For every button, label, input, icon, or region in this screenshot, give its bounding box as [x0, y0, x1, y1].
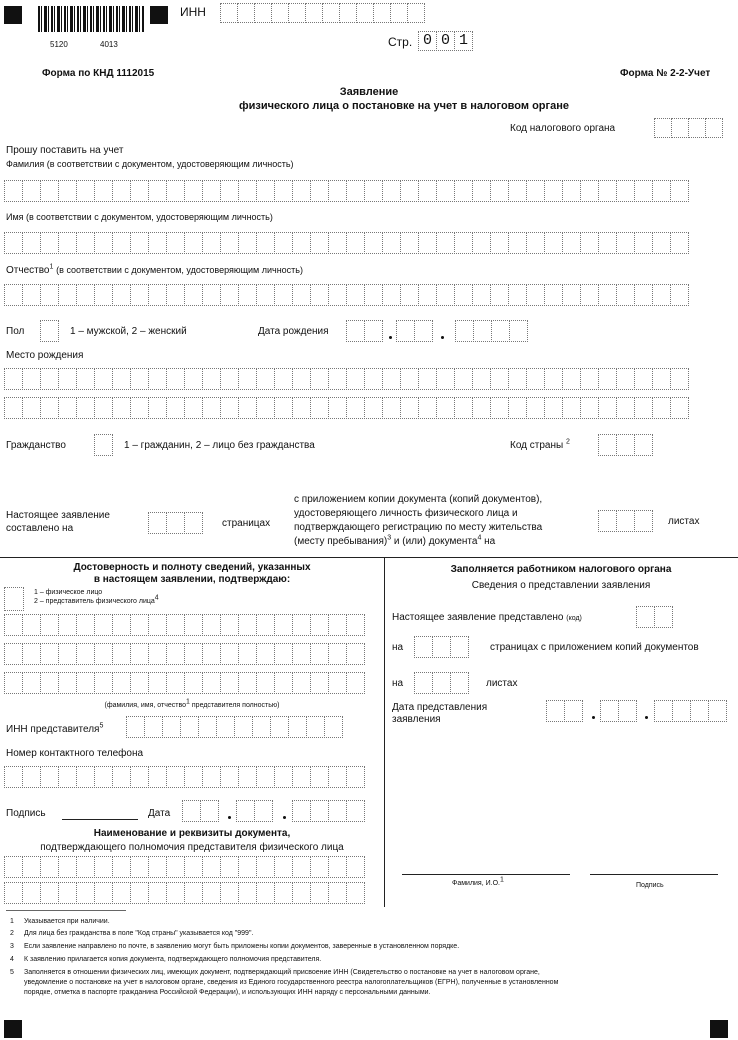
doc-title-1: Наименование и реквизиты документа,	[93, 828, 291, 839]
form-knd: Форма по КНД 1112015	[42, 68, 155, 79]
section-divider-vertical	[384, 557, 385, 907]
signer-option-1: 1 – физическое лицо	[34, 589, 103, 596]
title-line-1: Заявление	[339, 86, 399, 98]
birth-date-label: Дата рождения	[258, 326, 329, 337]
inn-rep-cells[interactable]	[126, 716, 342, 738]
date-separator-dot	[228, 816, 231, 819]
barcode-number-right: 4013	[100, 40, 118, 49]
date-separator-dot	[283, 816, 286, 819]
footnote-5-cont-2: порядке, отметка в паспорте гражданина Российской Федерации), и использующих ИНН наряду с персональными данными.	[24, 989, 431, 996]
submission-day-cells[interactable]	[546, 700, 582, 722]
footnote-5: 5 Заполняется в отношении физических лиц, имеющих документ, подтверждающий присвоение ИНН (Свидетельство о постановке на учет в налоговом органе,	[10, 969, 540, 976]
signature-line	[62, 819, 138, 820]
tax-code-label: Код налогового органа	[510, 123, 616, 134]
statement-pages-word: страницах	[222, 518, 271, 529]
corner-marker-top	[150, 6, 168, 24]
sex-label: Пол	[6, 326, 25, 337]
pages-attach-label: страницах с приложением копий документов	[490, 642, 699, 653]
page-number-cells: 0 0 1	[418, 31, 472, 51]
rep-fio-caption: (фамилия, имя, отчество$^1$ представителя полностью)	[104, 698, 280, 709]
birth-day-cells[interactable]	[346, 320, 382, 342]
date-separator-dot	[389, 336, 392, 339]
statement-pages-cells[interactable]	[148, 512, 202, 534]
footnote-1: 1 Указывается при наличии.	[10, 918, 110, 925]
citizenship-cell[interactable]	[94, 434, 112, 456]
date-separator-dot	[592, 716, 595, 719]
sex-cell[interactable]	[40, 320, 58, 342]
sign-month-cells[interactable]	[236, 800, 272, 822]
right-section-subtitle: Сведения о представлении заявления	[471, 580, 651, 591]
left-section-title-2: в настоящем заявлении, подтверждаю:	[93, 574, 291, 585]
footnote-5-cont-1: уведомление о постановке на учет в налоговом органе, сведения из Единого государственного реестра налогоплательщиков (ЕГРН), полученные в установленном	[24, 979, 559, 986]
footnote-3: 3 Если заявление направлено по почте, в заявлению могут быть приложены копии документов, заверенные в установленном порядке.	[10, 943, 460, 950]
right-section-title: Заполняется работником налогового органа	[450, 564, 672, 575]
employee-sign-line	[590, 874, 718, 875]
submitted-code-cells[interactable]	[636, 606, 672, 628]
citizenship-options: 1 – гражданин, 2 – лицо без гражданства	[124, 440, 315, 451]
corner-marker-bottom-left	[4, 1020, 22, 1038]
barcode	[38, 6, 144, 32]
surname-label: Фамилия (в соответствии с документом, удостоверяющим личность)	[6, 159, 294, 169]
sign-date-label: Дата	[148, 808, 171, 819]
statement-left-1: Настоящее заявление	[6, 510, 110, 521]
submission-date-label-2: заявления	[392, 714, 441, 725]
title-line-2: физического лица о постановке на учет в налоговом органе	[239, 100, 569, 112]
statement-sheets-word: листах	[668, 516, 700, 527]
surname-cells[interactable]	[4, 180, 688, 202]
statement-attach-1: с приложением копии документа (копий документов),	[294, 494, 543, 505]
birth-place-cells-1[interactable]	[4, 368, 688, 390]
submission-date-label-1: Дата представления	[392, 702, 488, 713]
phone-label: Номер контактного телефона	[6, 748, 144, 759]
sex-options: 1 – мужской, 2 – женский	[70, 326, 187, 337]
statement-attach-4: (месту пребывания)$^3$ и (или) документа$^4$ на	[294, 534, 496, 547]
barcode-number-left: 5120	[50, 40, 68, 49]
footnote-4: 4 К заявлению прилагается копия документа, подтверждающего полномочия представителя.	[10, 956, 322, 963]
inn-cells[interactable]	[220, 3, 424, 23]
doc-cells-2[interactable]	[4, 882, 364, 904]
corner-marker-top-left	[4, 6, 22, 24]
date-separator-dot	[645, 716, 648, 719]
section-divider-horizontal	[0, 557, 738, 558]
statement-left-2: составлено на	[6, 523, 74, 534]
patronymic-note: (в соответствии с документом, удостоверяющим личность)	[56, 265, 303, 275]
footnote-divider	[6, 910, 126, 911]
right-sheets-word: листах	[486, 678, 518, 689]
submission-year-cells[interactable]	[654, 700, 726, 722]
sign-day-cells[interactable]	[182, 800, 218, 822]
statement-attach-3: подтверждающего регистрацию по месту жительства	[294, 522, 543, 533]
birth-month-cells[interactable]	[396, 320, 432, 342]
birth-year-cells[interactable]	[455, 320, 527, 342]
on-word-2: на	[392, 678, 404, 689]
rep-fio-cells-3[interactable]	[4, 672, 364, 694]
country-code-label: Код страны $^2$	[510, 438, 570, 451]
footnote-2: 2 Для лица без гражданства в поле "Код страны" указывается код "999".	[10, 930, 254, 937]
statement-attach-2: удостоверяющего личность физического лица и	[294, 508, 518, 519]
on-word-1: на	[392, 642, 404, 653]
name-cells[interactable]	[4, 232, 688, 254]
right-pages-cells[interactable]	[414, 636, 468, 658]
patronymic-label: Отчество$^1$ (в соответствии с документом, удостоверяющим личность)	[6, 263, 303, 276]
signer-type-cell[interactable]	[4, 587, 23, 611]
right-sheets-cells[interactable]	[414, 672, 468, 694]
country-code-cells[interactable]	[598, 434, 652, 456]
sign-year-cells[interactable]	[292, 800, 364, 822]
page-label: Стр.	[388, 35, 413, 49]
submitted-label: Настоящее заявление представлено (код)	[392, 612, 582, 623]
doc-title-2: подтверждающего полномочия представителя физического лица	[40, 842, 344, 853]
request-label: Прошу поставить на учет	[6, 145, 124, 156]
statement-sheets-cells[interactable]	[598, 510, 652, 532]
phone-cells[interactable]	[4, 766, 364, 788]
form-number: Форма № 2-2-Учет	[620, 68, 711, 79]
birth-place-label: Место рождения	[6, 350, 84, 361]
rep-fio-cells-1[interactable]	[4, 614, 364, 636]
rep-fio-cells-2[interactable]	[4, 643, 364, 665]
date-separator-dot	[441, 336, 444, 339]
patronymic-cells[interactable]	[4, 284, 688, 306]
tax-code-cells[interactable]	[654, 118, 722, 138]
employee-fio-label: Фамилия, И.О.$^1$	[452, 876, 504, 887]
doc-cells-1[interactable]	[4, 856, 364, 878]
submission-month-cells[interactable]	[600, 700, 636, 722]
citizenship-label: Гражданство	[6, 440, 66, 451]
signer-option-2: 2 – представитель физического лица$^4$	[34, 594, 159, 605]
corner-marker-bottom-right	[710, 1020, 728, 1038]
inn-label: ИНН	[180, 5, 206, 19]
left-section-title-1: Достоверность и полноту сведений, указанных	[73, 562, 311, 573]
signature-label: Подпись	[6, 808, 46, 819]
employee-sign-label: Подпись	[636, 882, 664, 889]
name-label: Имя (в соответствии с документом, удостоверяющим личность)	[6, 212, 273, 222]
birth-place-cells-2[interactable]	[4, 397, 688, 419]
inn-rep-label: ИНН представителя$^5$	[6, 722, 104, 735]
employee-fio-line	[402, 874, 570, 875]
